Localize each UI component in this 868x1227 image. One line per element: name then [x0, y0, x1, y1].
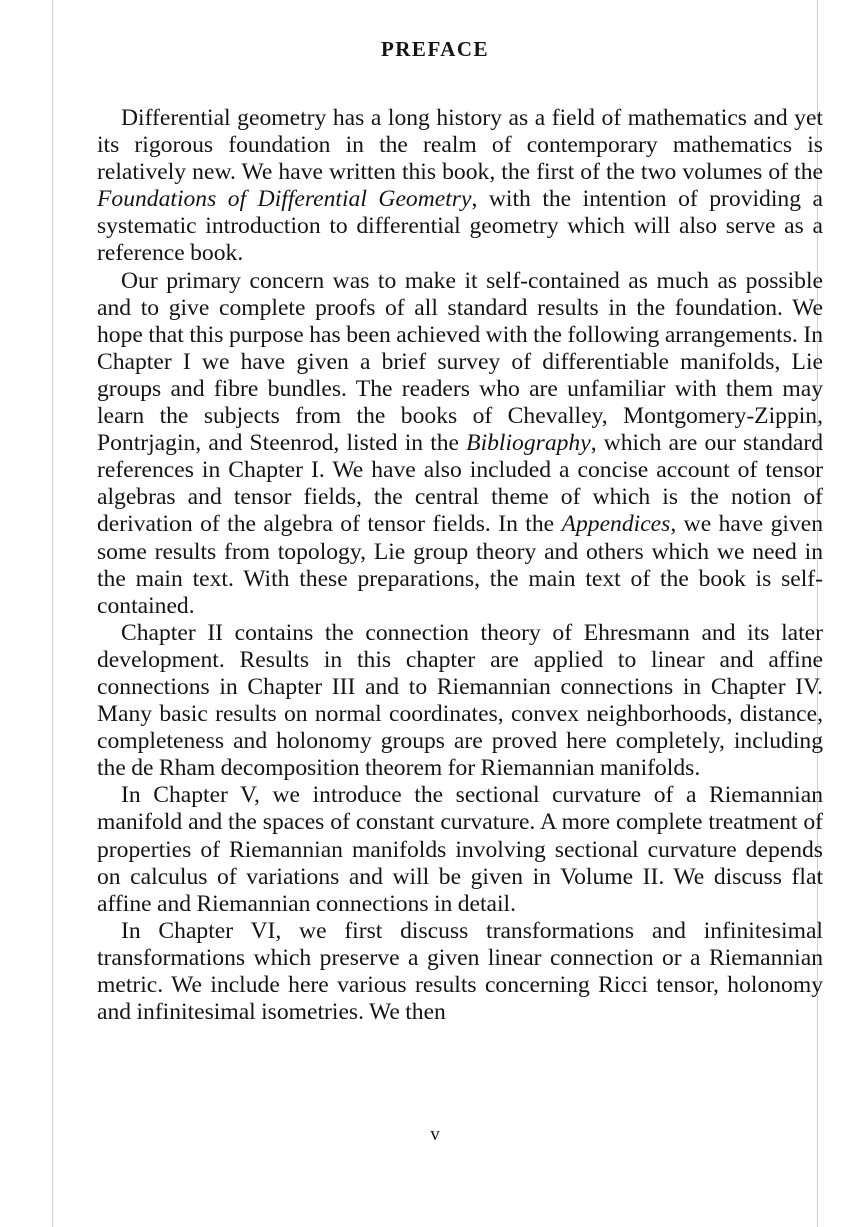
page-number: v — [430, 1124, 440, 1145]
paragraph-1-text-a: Differential geometry has a long history as a field of mathematics and yet its rigorous foundation in the realm of contemporary mathematics is relatively new. We have written this book, the first of the two volumes of the — [97, 105, 823, 186]
preface-body — [97, 105, 823, 1026]
paragraph-2 — [97, 268, 823, 620]
paragraph-2-text-e: , we have given some results from topology, Lie group theory and others which we need in the main text. With these preparations, the main text of the book is self-contained. — [97, 511, 824, 619]
paragraph-1 — [97, 105, 823, 268]
paragraph-1-text-c: , with the intention of providing a systematic introduction to differential geometry which will also serve as a reference book. — [97, 186, 823, 267]
paragraph-3: Chapter II contains the connection theory of Ehresmann and its later development. Results in this chapter are applied to linear and affine connections in Chapter III and to Riemannian connections in Chapter IV. Many basic results on normal coordinates, convex neighborhoods, distance, completeness and holonomy groups are proved here completely, including the de Rham decomposition theorem for Riemannian manifolds. — [97, 619, 823, 782]
page-title: PREFACE — [380, 37, 490, 61]
paragraph-5: In Chapter VI, we first discuss transformations and infinitesimal transformations which preserve a given linear connection or a Riemannian metric. We include here various results concerning Ricci tensor, holonomy and infinitesimal isometries. We then — [97, 917, 823, 1026]
paragraph-2-text-c: , which are our standard references in Chapter I. We have also included a concise account of tensor algebras and tensor fields, the central theme of which is the notion of derivation of the algebra of tensor fields. In the — [97, 430, 823, 538]
book-page — [52, 0, 824, 1227]
bibliography-italic: Bibliography — [466, 430, 591, 457]
paragraph-4: In Chapter V, we introduce the sectional curvature of a Riemannian manifold and the spaces of constant curvature. A more complete treatment of properties of Riemannian manifolds involving sectional curvature depends on calculus of variations and will be given in Volume II. We discuss flat affine and Riemannian connections in detail. — [97, 782, 823, 917]
book-title-italic: Foundations of Differential Geometry — [97, 186, 472, 213]
appendices-italic: Appendices — [561, 511, 671, 538]
paragraph-2-text-a: Our primary concern was to make it self-contained as much as possible and to give complete proofs of all standard results in the foundation. We hope that this purpose has been achieved with the following arrangements. In Chapter I we have given a brief survey of differentiable manifolds, Lie groups and fibre bundles. The readers who are unfamiliar with them may learn the subjects from the books of Chevalley, Montgomery-Zippin, Pontrjagin, and Steenrod, listed in the — [97, 267, 823, 457]
